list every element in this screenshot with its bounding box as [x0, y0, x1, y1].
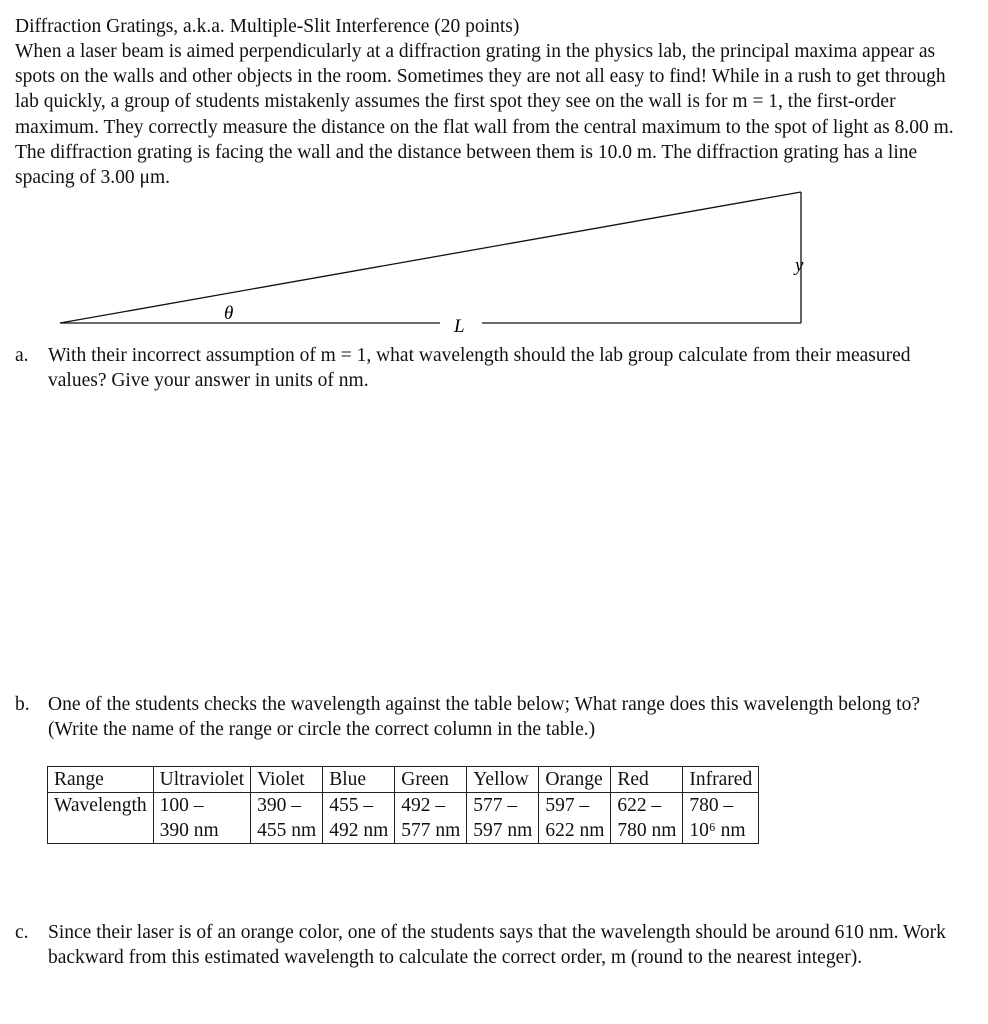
- wavelength-header-blank: [48, 818, 154, 844]
- col-infrared-name[interactable]: Infrared: [683, 767, 759, 793]
- L-label: L: [454, 316, 465, 337]
- table-row-range: [48, 767, 759, 793]
- col-blue-name[interactable]: Blue: [323, 767, 395, 793]
- col-violet-low: 390 –: [251, 793, 323, 819]
- triangle-diagram: [0, 0, 988, 340]
- col-red-name[interactable]: Red: [611, 767, 683, 793]
- problem-intro: When a laser beam is aimed perpendicularly at a diffraction grating in the physics lab, the principal maxima appear as spots on the walls and other objects in the room. Sometimes they are not all easy to find! While in a rush to get through lab quickly, a group of students mistakenly assumes the first spot they see on the wall is for m = 1, the first-order maximum. They correctly measure the distance on the flat wall from the central maximum to the spot of light as 8.00 m. The diffraction grating is facing the wall and the distance between them is 10.0 m. The diffraction grating has a line spacing of 3.00 μm.: [15, 41, 954, 189]
- col-infrared-high: 10⁶ nm: [683, 818, 759, 844]
- col-yellow-low: 577 –: [467, 793, 539, 819]
- col-red-high: 780 nm: [611, 818, 683, 844]
- problem-title: Diffraction Gratings, a.k.a. Multiple-Slit Interference (20 points): [15, 16, 520, 37]
- col-yellow-high: 597 nm: [467, 818, 539, 844]
- col-violet-name[interactable]: Violet: [251, 767, 323, 793]
- col-ultraviolet-low: 100 –: [153, 793, 250, 819]
- col-blue-low: 455 –: [323, 793, 395, 819]
- col-red-low: 622 –: [611, 793, 683, 819]
- wavelength-header: Wavelength: [48, 793, 154, 819]
- theta-label: θ: [224, 303, 234, 324]
- question-b-label: b.: [15, 694, 30, 715]
- col-ultraviolet-high: 390 nm: [153, 818, 250, 844]
- col-green-name[interactable]: Green: [395, 767, 467, 793]
- col-orange-low: 597 –: [539, 793, 611, 819]
- question-c-text: Since their laser is of an orange color, one of the students says that the wavelength should be around 610 nm. Work backward from this estimated wavelength to calculate the correct order, m (round to the nearest integer).: [48, 922, 946, 969]
- wavelength-range-table: [47, 766, 759, 844]
- hypotenuse-line: [60, 192, 801, 323]
- question-c-label: c.: [15, 922, 29, 943]
- col-ultraviolet-name[interactable]: Ultraviolet: [153, 767, 250, 793]
- col-blue-high: 492 nm: [323, 818, 395, 844]
- col-orange-high: 622 nm: [539, 818, 611, 844]
- col-green-high: 577 nm: [395, 818, 467, 844]
- col-violet-high: 455 nm: [251, 818, 323, 844]
- table-row-wavelength-low: [48, 793, 759, 819]
- y-label: y: [795, 255, 804, 276]
- question-b-text: One of the students checks the wavelength against the table below; What range does this wavelength belong to? (Write the name of the range or circle the correct column in the table.): [48, 694, 921, 741]
- question-a-text: With their incorrect assumption of m = 1, what wavelength should the lab group calculate from their measured values? Give your answer in units of nm.: [48, 345, 911, 392]
- col-infrared-low: 780 –: [683, 793, 759, 819]
- question-a-label: a.: [15, 345, 29, 366]
- table-row-wavelength-high: [48, 818, 759, 844]
- col-green-low: 492 –: [395, 793, 467, 819]
- col-yellow-name[interactable]: Yellow: [467, 767, 539, 793]
- range-header[interactable]: Range: [48, 767, 154, 793]
- col-orange-name[interactable]: Orange: [539, 767, 611, 793]
